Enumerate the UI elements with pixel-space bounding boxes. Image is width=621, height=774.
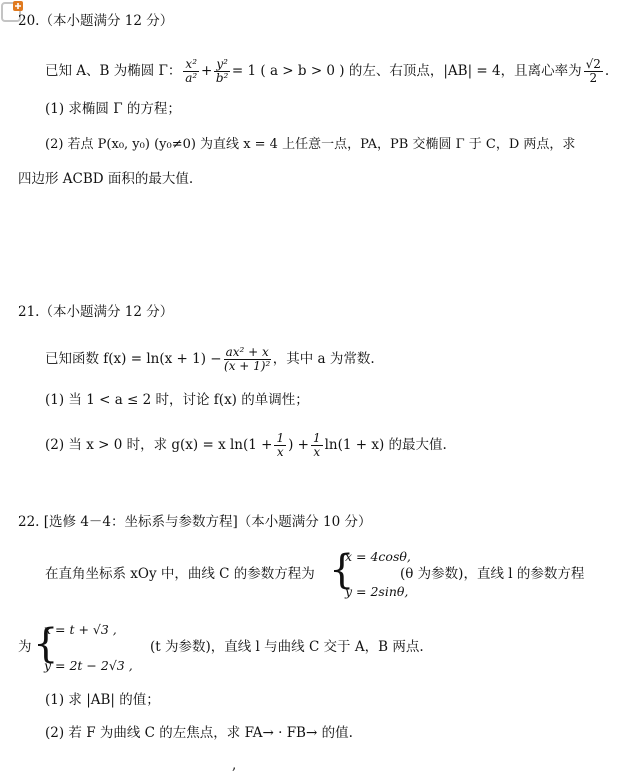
q22-line2: (t 为参数)，直线 l 与曲线 C 交于 A，B 两点. bbox=[150, 639, 424, 655]
q22-part1: (1) 求 |AB| 的值； bbox=[45, 692, 160, 708]
q20-part1: (1) 求椭圆 Γ 的方程； bbox=[45, 101, 181, 117]
q22-statement-cont: (θ 为参数)，直线 l 的参数方程 bbox=[400, 566, 585, 582]
q20-part2: (2) 若点 P(x₀, y₀) (y₀≠0) 为直线 x = 4 上任意一点，PA，PB 交椭圆 Γ 于 C，D 两点，求 bbox=[45, 137, 576, 152]
q22-brace-2: { bbox=[33, 621, 59, 667]
q21-statement: 已知函数 f(x) = ln(x + 1) − $\frac{\text{ax² + x}}{\text{(x + 1)²}}$ ，其中 a 为常数. bbox=[45, 345, 375, 373]
q22-wei: 为 bbox=[18, 639, 32, 655]
q22-sys2-bottom: y = 2t − 2√3 , bbox=[44, 658, 133, 673]
q20-statement: 已知 A、B 为椭圆 Γ： $\frac{\text{x²}}{\text{a²}}$ + $\frac{\text{y²}}{\text{b²}}$ = 1 ( a > b > 0 ) 的左、右顶点，|AB| = 4，且离心率为 $\frac{√2}{2}$ . bbox=[45, 57, 610, 85]
q22-sys1-top: x = 4cosθ, bbox=[345, 549, 411, 564]
q22-sys2-top: x = t + √3 , bbox=[44, 622, 117, 637]
q22-sys1-bottom: y = 2sinθ, bbox=[345, 584, 409, 599]
q20-part2-cont: 四边形 ACBD 面积的最大值. bbox=[18, 171, 194, 187]
q21-part2: (2) 当 x > 0 时，求 g(x) = x ln(1 + $\frac{1}{x}$ ) + $\frac{1}{x}$ ln(1 + x) 的最大值. bbox=[45, 431, 447, 459]
q22-statement: 在直角坐标系 xOy 中，曲线 C 的参数方程为 bbox=[45, 566, 315, 582]
q21-header: 21.（本小题满分 12 分） bbox=[18, 304, 174, 320]
q20-header: 20.（本小题满分 12 分） bbox=[18, 13, 174, 29]
q22-brace-1: { bbox=[329, 547, 355, 593]
q22-part2: (2) 若 F 为曲线 C 的左焦点，求 FA→ · FB→ 的值. bbox=[45, 725, 353, 741]
footer-mark: , bbox=[232, 757, 237, 773]
q21-part1: (1) 当 1 < a ≤ 2 时，讨论 f(x) 的单调性； bbox=[45, 392, 309, 408]
q22-header: 22. [选修 4－4：坐标系与参数方程]（本小题满分 10 分） bbox=[18, 514, 372, 530]
